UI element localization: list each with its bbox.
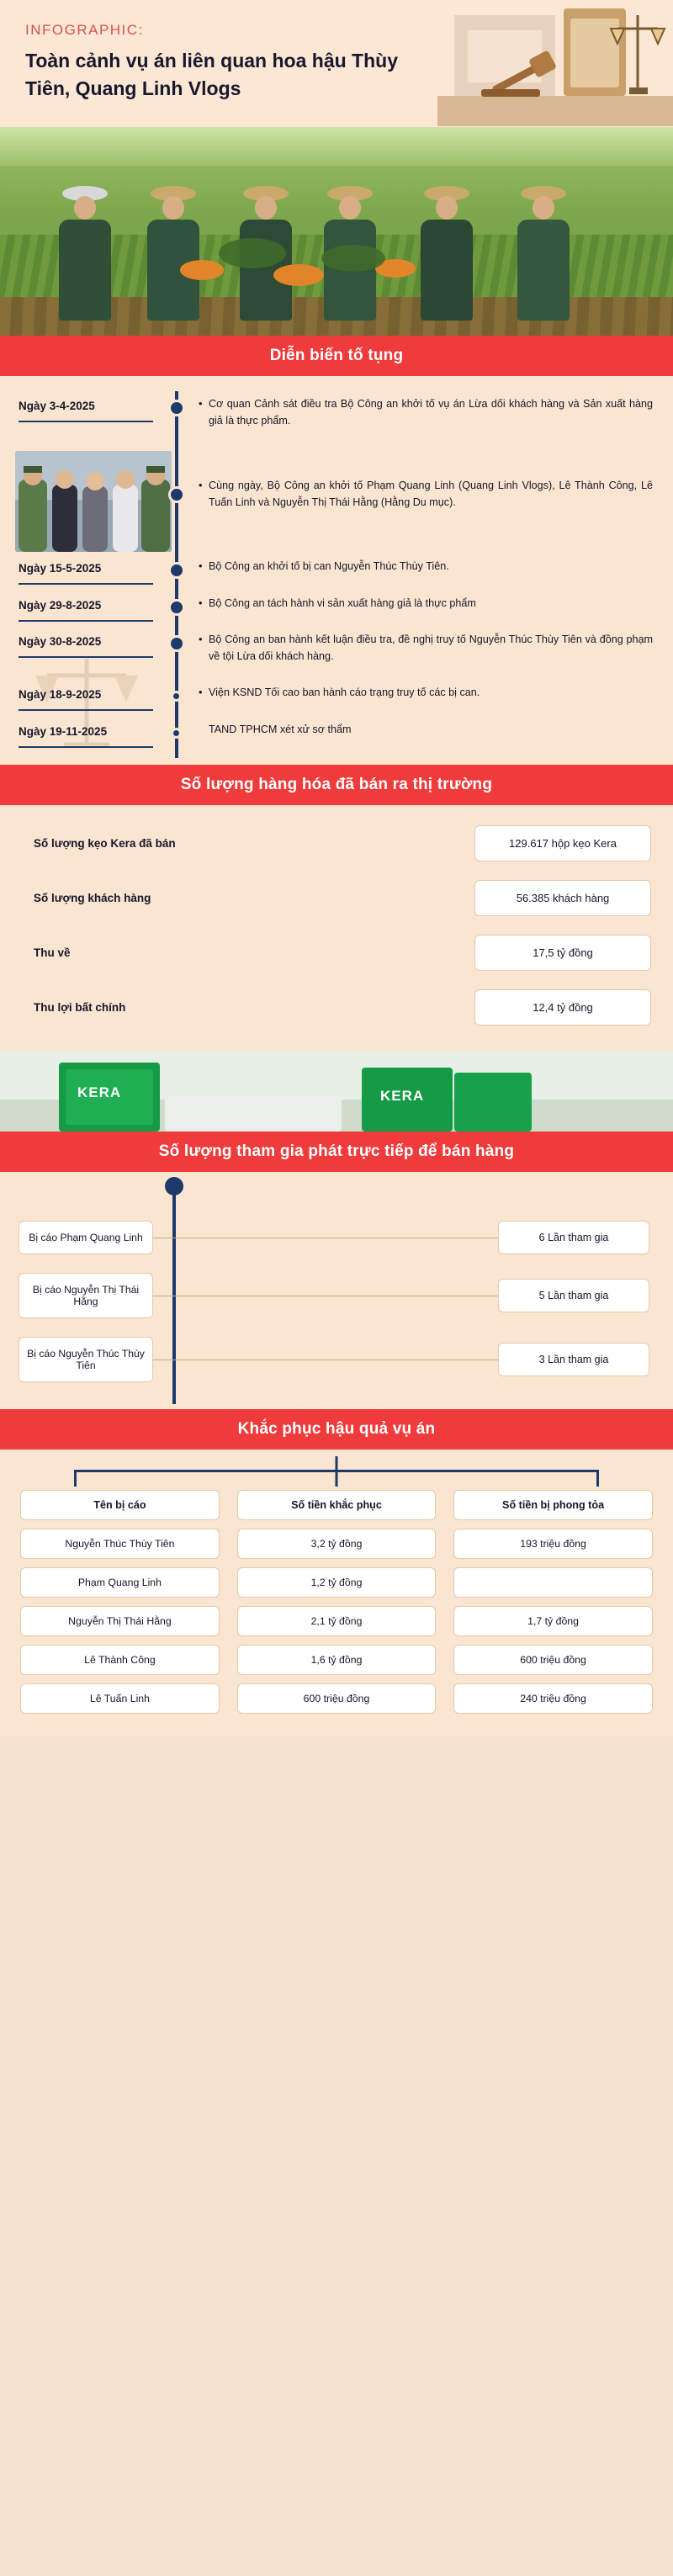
timeline-row (0, 395, 673, 448)
timeline-date-cell (0, 683, 165, 711)
timeline-date-cell (0, 594, 165, 622)
timeline-date: Ngày 15-5-2025 (19, 557, 153, 585)
column-header-name: Tên bị cáo (20, 1490, 220, 1520)
livestream-count: 5 Lần tham gia (498, 1279, 649, 1312)
kera-brand-label: KERA (77, 1084, 122, 1101)
livestream-count: 6 Lần tham gia (498, 1221, 649, 1254)
timeline-date-cell (0, 395, 165, 422)
timeline-date: Ngày 30-8-2025 (19, 630, 153, 658)
kera-product-photo (0, 1051, 673, 1132)
justice-illustration (437, 0, 673, 126)
kera-brand-label-2: KERA (380, 1088, 425, 1105)
timeline-date-cell (0, 557, 165, 585)
timeline-date: Ngày 18-9-2025 (19, 683, 153, 711)
banner-remedy: Khắc phục hậu quả vụ án (0, 1409, 673, 1450)
table-row (20, 1567, 653, 1598)
cell-name: Lê Tuấn Linh (20, 1683, 220, 1714)
cell-remedy: 1,2 tỷ đồng (237, 1567, 437, 1598)
table-header-row (20, 1490, 653, 1520)
livestream-axis-dot (165, 1177, 183, 1195)
remedy-brace (0, 1456, 673, 1490)
timeline-content (165, 594, 673, 631)
timeline-row (0, 683, 673, 720)
timeline-date: Ngày 3-4-2025 (19, 395, 153, 422)
timeline-date: Ngày 19-11-2025 (19, 720, 153, 748)
table-row (20, 1683, 653, 1714)
page-title: Toàn cảnh vụ án liên quan hoa hậu Thùy Tiên, Quang Linh Vlogs (25, 50, 398, 99)
hero-carrot-bunches (0, 127, 673, 336)
cell-remedy: 600 triệu đồng (237, 1683, 437, 1714)
stat-label: Số lượng kẹo Kera đã bán (34, 837, 176, 851)
column-header-frozen-amount: Số tiền bị phong tỏa (453, 1490, 653, 1520)
banner-timeline: Diễn biến tố tụng (0, 336, 673, 376)
banner-livestream: Số lượng tham gia phát trực tiếp để bán hàng (0, 1132, 673, 1172)
timeline-bullet: • Bộ Công an tách hành vi sản xuất hàng giả là thực phẩm (199, 596, 653, 612)
timeline-content (165, 630, 673, 683)
table-row (20, 1606, 653, 1636)
stat-row (22, 825, 651, 861)
cell-name: Nguyễn Thị Thái Hằng (20, 1606, 220, 1636)
cell-frozen: 600 triệu đồng (453, 1645, 653, 1675)
livestream-count: 3 Lần tham gia (498, 1343, 649, 1376)
stat-row (22, 935, 651, 971)
table-row (20, 1645, 653, 1675)
timeline-dot (171, 728, 182, 739)
timeline-row (0, 720, 673, 757)
cell-name: Nguyễn Thúc Thùy Tiên (20, 1529, 220, 1559)
remedy-table (0, 1490, 673, 1714)
stat-value: 17,5 tỷ đồng (474, 935, 651, 971)
header (0, 0, 673, 127)
header-kicker: INFOGRAPHIC: (25, 22, 144, 38)
sales-stats (0, 805, 673, 1051)
hero-photo-farm-field (0, 127, 673, 336)
cell-remedy: 3,2 tỷ đồng (237, 1529, 437, 1559)
stat-label: Thu về (34, 946, 71, 960)
livestream-defendant-name: Bị cáo Nguyễn Thúc Thùy Tiên (19, 1337, 153, 1382)
cell-remedy: 2,1 tỷ đồng (237, 1606, 437, 1636)
timeline-photo-cell (0, 448, 165, 557)
timeline-photo-defendants (15, 451, 172, 552)
livestream-row (0, 1337, 673, 1382)
livestream-row (0, 1273, 673, 1318)
timeline-content (165, 557, 673, 594)
timeline-row (0, 557, 673, 594)
livestream-defendant-name: Bị cáo Nguyễn Thị Thái Hằng (19, 1273, 153, 1318)
cell-name: Lê Thành Công (20, 1645, 220, 1675)
livestream-section (0, 1172, 673, 1409)
timeline-bullet: • Viện KSND Tối cao ban hành cáo trạng truy tố các bị can. (199, 685, 653, 702)
timeline-content (165, 448, 673, 529)
timeline-bullet: • Bộ Công an khởi tố bị can Nguyễn Thúc Thùy Tiên. (199, 559, 653, 575)
stat-row (22, 989, 651, 1026)
timeline-date: Ngày 29-8-2025 (19, 594, 153, 622)
stat-label: Thu lợi bất chính (34, 1001, 126, 1015)
cell-remedy: 1,6 tỷ đồng (237, 1645, 437, 1675)
timeline-bullet: • Cùng ngày, Bộ Công an khởi tố Phạm Quang Linh (Quang Linh Vlogs), Lê Thành Công, Lê Tuấn Linh và Nguyễn Thị Thái Hằng (Hằng Du mục). (199, 478, 653, 511)
timeline-date-cell (0, 630, 165, 658)
timeline-date-cell (0, 720, 165, 748)
timeline-row (0, 630, 673, 683)
banner-sales: Số lượng hàng hóa đã bán ra thị trường (0, 765, 673, 805)
timeline-section (0, 376, 673, 765)
timeline-content (165, 720, 673, 757)
cell-frozen: 193 triệu đồng (453, 1529, 653, 1559)
stat-label: Số lượng khách hàng (34, 892, 151, 905)
timeline-bullet: • Cơ quan Cảnh sát điều tra Bộ Công an khởi tố vụ án Lừa dối khách hàng và Sản xuất hàng giả là thực phẩm. (199, 396, 653, 429)
column-header-remedy-amount: Số tiền khắc phục (237, 1490, 437, 1520)
livestream-row (0, 1221, 673, 1254)
timeline-dot (168, 599, 185, 616)
timeline-bullet: • Bộ Công an ban hành kết luận điều tra, đề nghị truy tố Nguyễn Thúc Thùy Tiên và đồng phạm về tội Lừa dối khách hàng. (199, 632, 653, 665)
remedy-section (0, 1450, 673, 1736)
livestream-defendant-name: Bị cáo Phạm Quang Linh (19, 1221, 153, 1254)
table-row (20, 1529, 653, 1559)
stat-row (22, 880, 651, 916)
timeline-bullet: TAND TPHCM xét xử sơ thẩm (209, 723, 352, 735)
cell-frozen: 1,7 tỷ đồng (453, 1606, 653, 1636)
stat-value: 129.617 hộp kẹo Kera (474, 825, 651, 861)
cell-frozen: 240 triệu đồng (453, 1683, 653, 1714)
cell-name: Phạm Quang Linh (20, 1567, 220, 1598)
timeline-content (165, 683, 673, 720)
stat-value: 12,4 tỷ đồng (474, 989, 651, 1026)
timeline-row (0, 448, 673, 557)
cell-frozen (453, 1567, 653, 1598)
timeline-content (165, 395, 673, 448)
timeline-list (0, 376, 673, 765)
stat-value: 56.385 khách hàng (474, 880, 651, 916)
timeline-row (0, 594, 673, 631)
